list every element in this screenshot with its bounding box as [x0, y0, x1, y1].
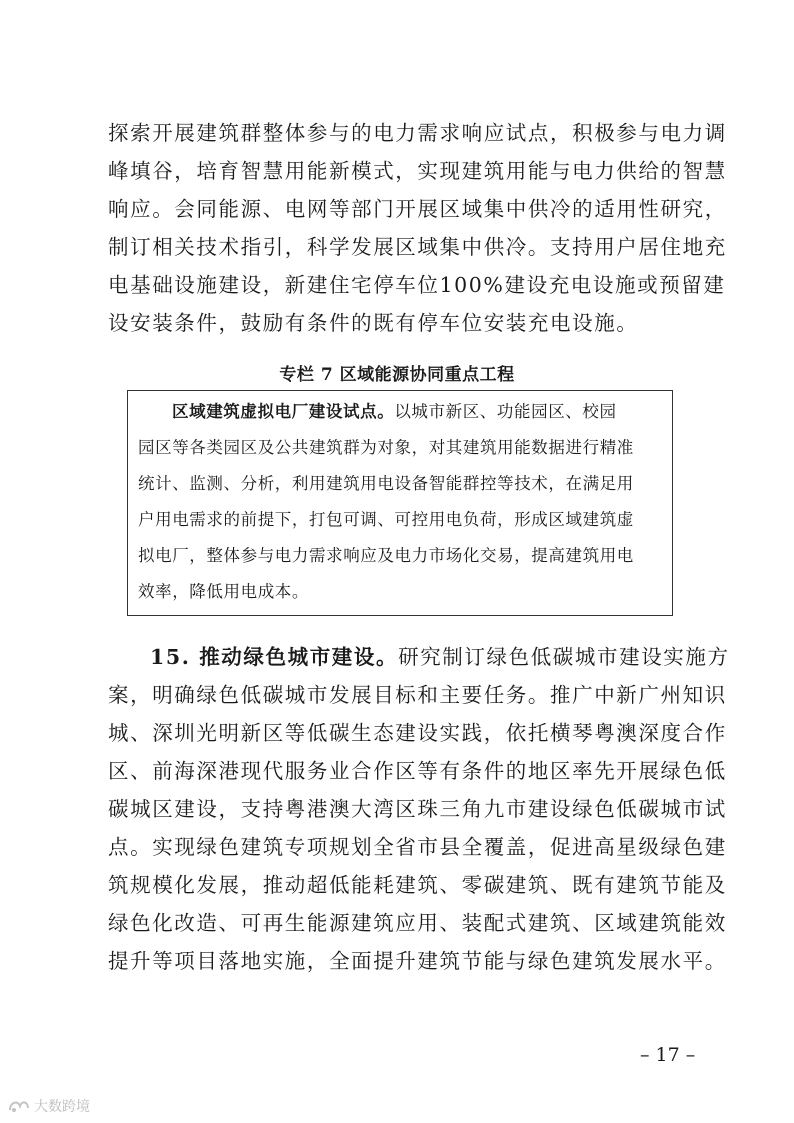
column-box-line: 效率，降低用电成本。	[138, 582, 309, 601]
column-box-line: 园区等各类园区及公共建筑群为对象，对其建筑用能数据进行精准	[138, 438, 634, 457]
paragraph-line: 区、前海深港现代服务业合作区等有条件的地区率先开展绿色低	[108, 759, 727, 783]
paragraph-line: 城、深圳光明新区等低碳生态建设实践，依托横琴粤澳深度合作	[108, 721, 727, 745]
paragraph-line: 响应。会同能源、电网等部门开展区域集中供冷的适用性研究，	[108, 197, 727, 221]
column-box-line: 拟电厂，整体参与电力需求响应及电力市场化交易，提高建筑用电	[138, 546, 634, 565]
watermark-logo-icon	[8, 1098, 30, 1114]
paragraph-line: 点。实现绿色建筑专项规划全省市县全覆盖，促进高星级绿色建	[108, 835, 727, 859]
section-15-heading: 15. 推动绿色城市建设。	[150, 645, 399, 669]
column-box-title: 专栏 7 区域能源协同重点工程	[279, 365, 515, 385]
paragraph-line: 制订相关技术指引，科学发展区域集中供冷。支持用户居住地充	[108, 235, 727, 259]
paragraph-line: 峰填谷，培育智慧用能新模式，实现建筑用能与电力供给的智慧	[108, 159, 727, 183]
paragraph-line: 碳城区建设，支持粤港澳大湾区珠三角九市建设绿色低碳城市试	[108, 797, 727, 821]
column-box-line: 户用电需求的前提下，打包可调、可控用电负荷，形成区域建筑虚	[138, 510, 634, 529]
paragraph-line: 案，明确绿色低碳城市发展目标和主要任务。推广中新广州知识	[108, 683, 727, 707]
section-15-first-line	[150, 644, 730, 670]
paragraph-line: 筑规模化发展，推动超低能耗建筑、零碳建筑、既有建筑节能及	[108, 873, 727, 897]
section-15-first-line-rest: 研究制订绿色低碳城市建设实施方	[398, 645, 730, 669]
paragraph-line: 探索开展建筑群整体参与的电力需求响应试点，积极参与电力调	[108, 121, 727, 145]
watermark-text: 大数跨境	[34, 1098, 90, 1114]
column-box-lead-line	[172, 401, 617, 423]
paragraph-line: 设安装条件，鼓励有条件的既有停车位安装充电设施。	[108, 311, 639, 335]
paragraph-line: 电基础设施建设，新建住宅停车位100%建设充电设施或预留建	[108, 273, 726, 297]
column-box-lead-rest: 以城市新区、功能园区、校园	[394, 402, 617, 421]
paragraph-line: 提升等项目落地实施，全面提升建筑节能与绿色建筑发展水平。	[108, 949, 727, 973]
page-number: – 17 –	[640, 1044, 696, 1066]
column-box-line: 统计、监测、分析，利用建筑用电设备智能群控等技术，在满足用	[138, 474, 634, 493]
column-box-lead-bold: 区域建筑虚拟电厂建设试点。	[172, 402, 395, 421]
column-box	[127, 390, 673, 616]
watermark	[8, 1096, 90, 1116]
paragraph-line: 绿色化改造、可再生能源建筑应用、装配式建筑、区域建筑能效	[108, 911, 727, 935]
